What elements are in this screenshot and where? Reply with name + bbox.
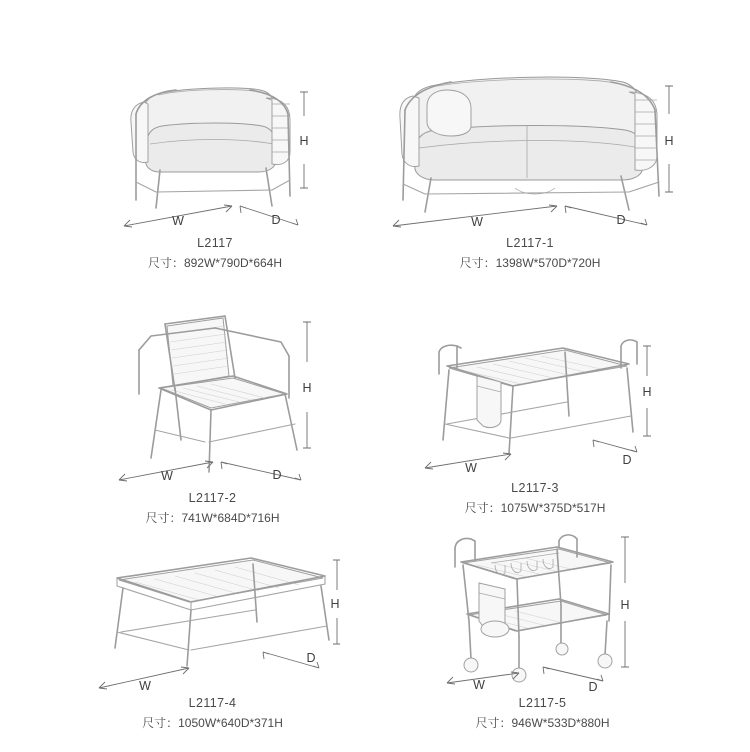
height-axis-label-6: H — [620, 598, 630, 612]
product-code-1: L2117 — [197, 236, 233, 250]
product-code-4: L2117-3 — [511, 481, 559, 495]
caption-l2117-3 — [415, 480, 655, 516]
product-drawing-l2117-3 — [415, 320, 655, 480]
depth-axis-label-6: D — [588, 680, 598, 694]
product-code-6: L2117-5 — [518, 696, 567, 710]
height-axis-label-4: H — [642, 385, 652, 399]
caption-l2117-5 — [435, 695, 650, 731]
width-axis-label-1: W — [172, 214, 184, 228]
product-drawing-l2117-1 — [385, 40, 675, 230]
sofa-drawing — [385, 40, 675, 230]
product-drawing-l2117-5 — [435, 525, 650, 695]
product-code-2: L2117-1 — [506, 236, 554, 250]
lounge-chair-drawing — [105, 290, 320, 485]
width-axis-label-4: W — [465, 461, 477, 475]
width-axis-label-2: W — [471, 215, 483, 229]
depth-axis-label-1: D — [271, 213, 281, 227]
armchair-drawing — [100, 40, 330, 230]
trolley-drawing — [435, 525, 650, 695]
product-drawing-l2117-2 — [105, 290, 320, 485]
height-axis-label-2: H — [664, 134, 674, 148]
product-dimensions-2: 尺寸：1398W*570D*720H — [459, 256, 601, 270]
height-axis-label-5: H — [330, 597, 340, 611]
caption-l2117-1 — [385, 235, 675, 271]
product-dimensions-3: 尺寸：741W*684D*716H — [145, 511, 280, 525]
caption-l2117 — [100, 235, 330, 271]
product-dimensions-4: 尺寸：1075W*375D*517H — [464, 501, 606, 515]
caption-l2117-2 — [105, 490, 320, 526]
depth-axis-label-3: D — [272, 468, 282, 482]
product-dimensions-5: 尺寸：1050W*640D*371H — [142, 716, 283, 730]
width-axis-label-5: W — [139, 679, 151, 693]
bench-drawing — [415, 320, 655, 480]
depth-axis-label-2: D — [616, 213, 626, 227]
coffee-table-drawing — [85, 540, 340, 695]
width-axis-label-6: W — [473, 678, 485, 692]
width-axis-label-3: W — [161, 469, 173, 483]
depth-axis-label-4: D — [622, 453, 632, 467]
product-drawing-l2117-4 — [85, 540, 340, 695]
product-dimensions-1: 尺寸：892W*790D*664H — [147, 256, 283, 270]
product-code-3: L2117-2 — [188, 491, 237, 505]
product-drawing-l2117 — [100, 40, 330, 230]
product-dimensions-6: 尺寸：946W*533D*880H — [475, 716, 610, 730]
height-axis-label-1: H — [299, 134, 309, 148]
depth-axis-label-5: D — [306, 651, 316, 665]
height-axis-label-3: H — [302, 381, 312, 395]
caption-l2117-4 — [85, 695, 340, 731]
product-code-5: L2117-4 — [188, 696, 237, 710]
